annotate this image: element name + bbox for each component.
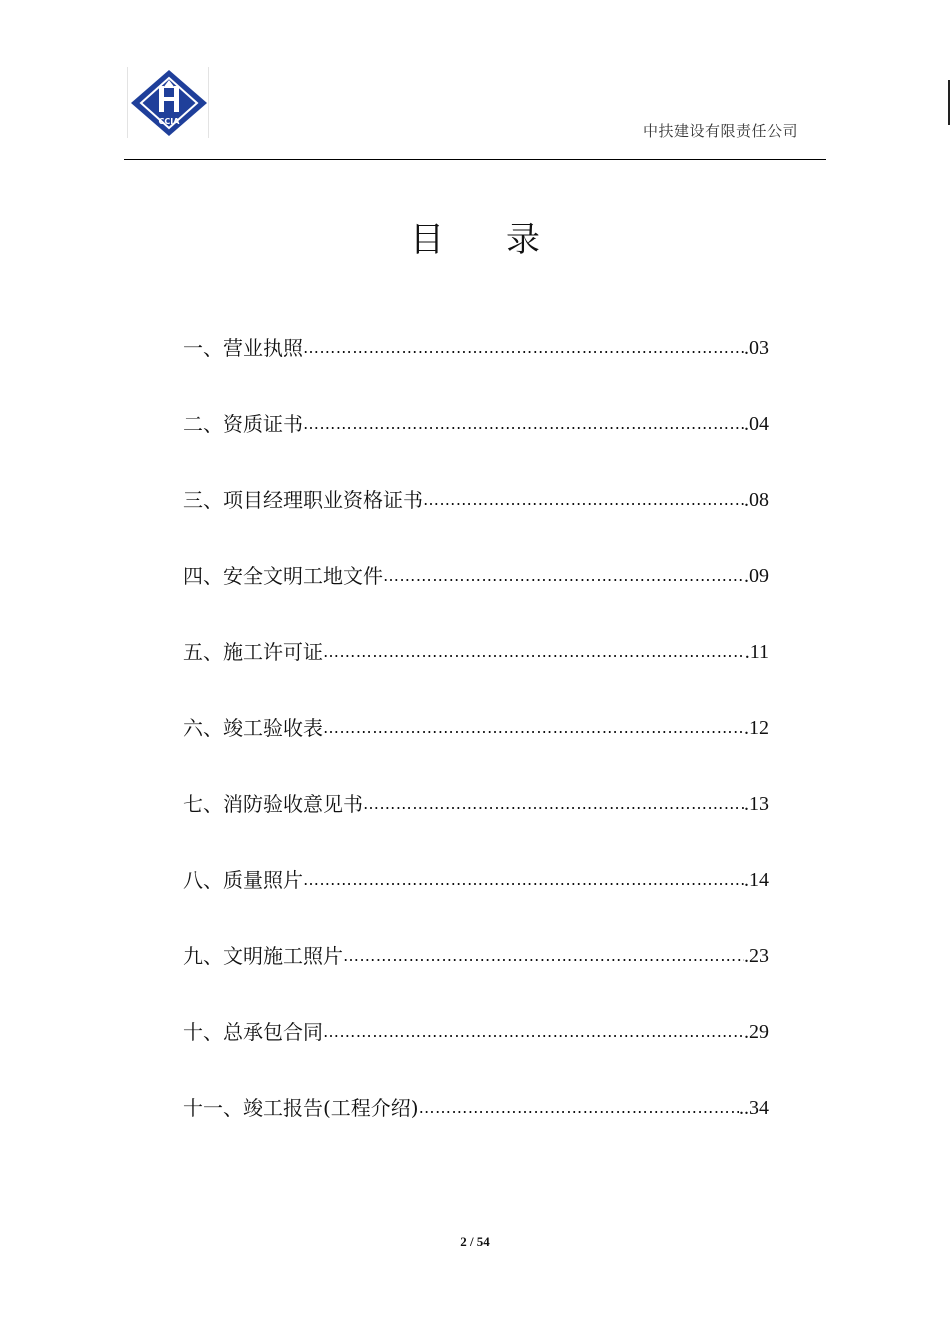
toc-entry-8[interactable] xyxy=(183,862,769,938)
toc-dot-leader xyxy=(363,786,744,822)
toc-label: 三、项目经理职业资格证书 xyxy=(183,488,423,512)
toc-entry-9[interactable] xyxy=(183,938,769,1014)
toc-page-number: .04 xyxy=(744,413,769,435)
toc-entry-2[interactable] xyxy=(183,406,769,482)
toc-label: 十、总承包合同 xyxy=(183,1020,323,1044)
toc-page-number: .14 xyxy=(744,869,769,891)
toc-dot-leader xyxy=(323,634,745,670)
toc-entry-10[interactable] xyxy=(183,1014,769,1090)
toc-label: 二、资质证书 xyxy=(183,412,303,436)
title-char-1: 目 xyxy=(410,220,444,260)
toc-page-number: ..34 xyxy=(739,1097,769,1119)
toc-dot-leader xyxy=(343,938,744,974)
toc-dot-leader xyxy=(419,1090,739,1126)
toc-entry-7[interactable] xyxy=(183,786,769,862)
toc-label: 八、质量照片 xyxy=(183,868,303,892)
toc-entry-3[interactable] xyxy=(183,482,769,558)
toc-entry-5[interactable] xyxy=(183,634,769,710)
toc-page-number: .23 xyxy=(744,945,769,967)
toc-dot-leader xyxy=(303,406,744,442)
page-number-footer: 2 / 54 xyxy=(460,1234,490,1249)
company-logo xyxy=(127,67,209,138)
table-of-contents xyxy=(183,330,769,1166)
toc-page-number: .13 xyxy=(744,793,769,815)
toc-page-number: .03 xyxy=(744,337,769,359)
company-name: 中扶建设有限责任公司 xyxy=(642,122,798,140)
toc-entry-11[interactable] xyxy=(183,1090,769,1166)
toc-dot-leader xyxy=(323,1014,744,1050)
ccia-logo-icon xyxy=(129,68,209,138)
toc-page-number: .29 xyxy=(744,1021,769,1043)
toc-label: 四、安全文明工地文件 xyxy=(183,564,383,588)
toc-dot-leader xyxy=(383,558,744,594)
toc-label: 十一、竣工报告(工程介绍) xyxy=(183,1096,419,1120)
toc-page-number: .11 xyxy=(744,641,769,663)
toc-entry-6[interactable] xyxy=(183,710,769,786)
toc-label: 一、营业执照 xyxy=(183,336,303,360)
toc-label: 七、消防验收意见书 xyxy=(183,792,363,816)
toc-label: 五、施工许可证 xyxy=(183,640,323,664)
header-divider xyxy=(124,159,826,160)
toc-label: 六、竣工验收表 xyxy=(183,716,323,740)
toc-dot-leader xyxy=(303,862,744,898)
toc-dot-leader xyxy=(323,710,744,746)
toc-entry-4[interactable] xyxy=(183,558,769,634)
toc-entry-1[interactable] xyxy=(183,330,769,406)
toc-page-number: .09 xyxy=(744,565,769,587)
toc-label: 九、文明施工照片 xyxy=(183,944,343,968)
toc-page-number: .08 xyxy=(744,489,769,511)
toc-dot-leader xyxy=(303,330,744,366)
toc-page-number: .12 xyxy=(744,717,769,739)
logo-text: CCIA xyxy=(158,117,180,126)
page-title xyxy=(0,212,950,261)
title-char-2: 录 xyxy=(506,220,540,260)
toc-dot-leader xyxy=(423,482,744,518)
